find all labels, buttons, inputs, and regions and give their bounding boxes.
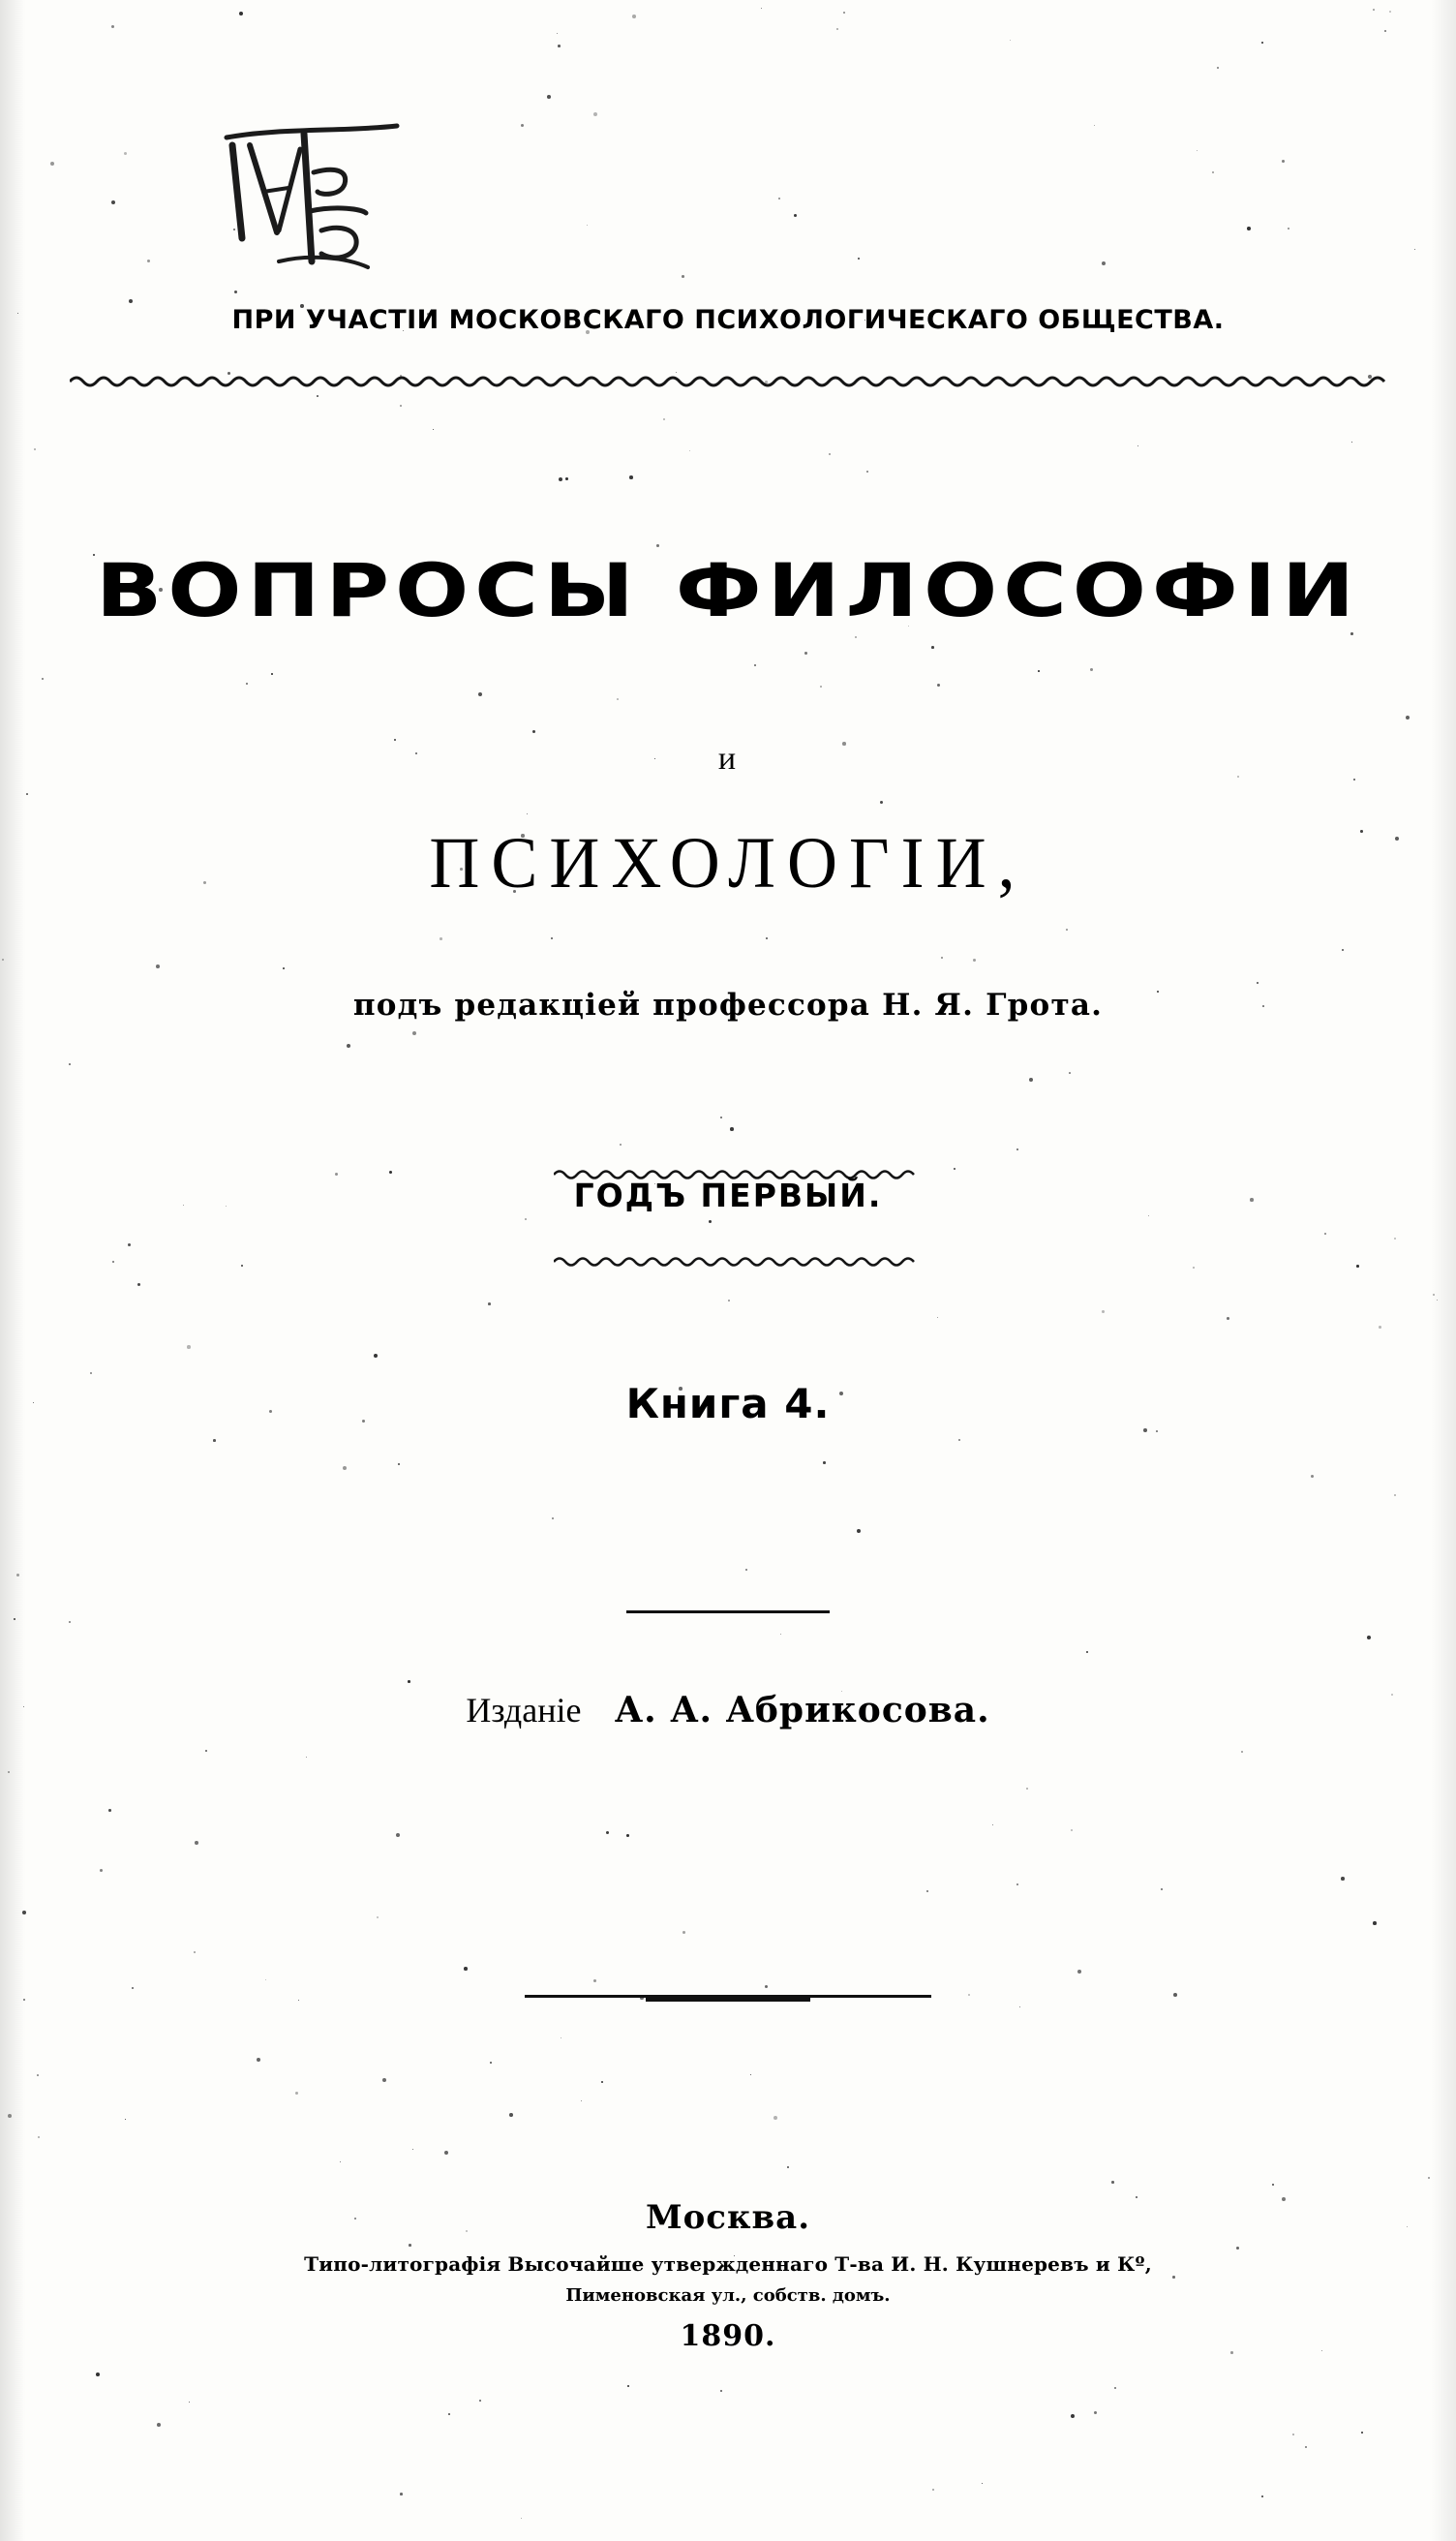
- year-label: ГОДЪ ПЕРВЫЙ.: [573, 1177, 883, 1214]
- wavy-divider-year-bottom: [554, 1254, 922, 1271]
- imprint-printer: Типо-литографія Высочайше утвержденнаго Т-ва И. Н. Кушнеревъ и Кº,: [304, 2252, 1152, 2276]
- imprint-block: [0, 2198, 1456, 2353]
- book-number: Книга 4.: [625, 1380, 831, 1427]
- divider-thick-wide: [525, 1995, 931, 1998]
- divider-thin: [626, 1610, 830, 1613]
- imprint-city: Москва.: [645, 2198, 811, 2237]
- year-block: [0, 1177, 1456, 1214]
- journal-sub-title: ПСИХОЛОГІИ,: [429, 822, 1027, 903]
- society-line: ПРИ УЧАСТІИ МОСКОВСКАГО ПСИХОЛОГИЧЕСКАГО ОБЩЕСТВА.: [231, 305, 1225, 335]
- wavy-divider-top: [70, 373, 1386, 390]
- imprint-address: Пименовская ул., собств. домъ.: [565, 2285, 891, 2306]
- handwritten-shelfmark-icon: [221, 116, 472, 291]
- editor-line: подъ редакціей профессора Н. Я. Грота.: [352, 988, 1104, 1023]
- publisher-name: А. А. Абрикосова.: [614, 1690, 990, 1730]
- publisher-prefix: Изданіе: [466, 1691, 582, 1730]
- imprint-year: 1890.: [680, 2319, 776, 2353]
- title-conjunction: и: [717, 741, 739, 777]
- publisher-line: [0, 1690, 1456, 1730]
- journal-main-title: ВОПРОСЫ ФИЛОСОФІИ: [95, 547, 1361, 633]
